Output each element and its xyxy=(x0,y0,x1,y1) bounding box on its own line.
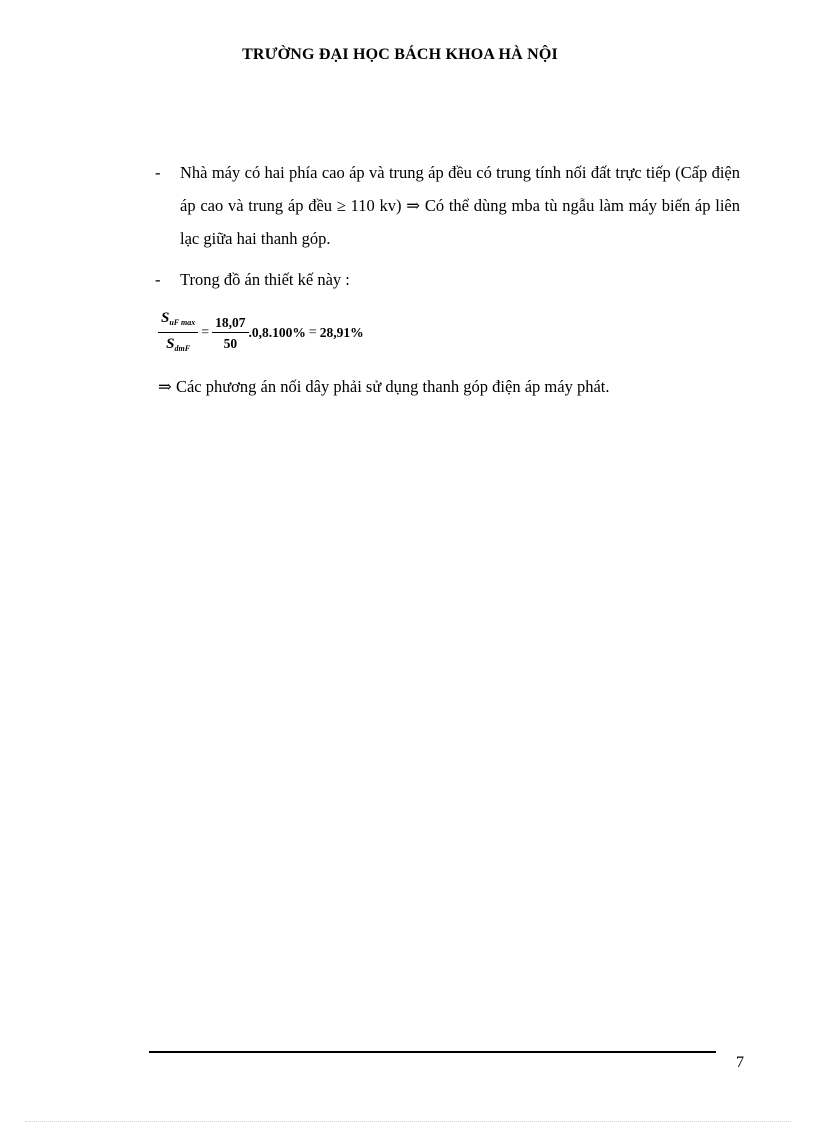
multiplier-term: .0,8.100% xyxy=(248,325,306,340)
page-number: 7 xyxy=(736,1054,744,1071)
footer-divider xyxy=(149,1051,716,1053)
lhs-den-subscript: dmF xyxy=(174,344,191,353)
lhs-num-symbol: S xyxy=(161,310,170,326)
bullet-text: Trong đồ án thiết kế này : xyxy=(180,270,350,289)
bullet-marker: - xyxy=(155,163,161,182)
page-bottom-rule xyxy=(25,1121,791,1122)
bullet-marker: - xyxy=(155,270,161,289)
bullet-text: Nhà máy có hai phía cao áp và trung áp đều có trung tính nối đất trực tiếp (Cấp điện áp cao và trung áp đều ≥ 110 kv) ⇒ Có thể dùng mba tù ngẫu làm máy biến áp liên lạc giữa hai thanh góp. xyxy=(180,163,740,248)
page-header-title: TRƯỜNG ĐẠI HỌC BÁCH KHOA HÀ NỘI xyxy=(242,46,558,63)
equals-sign-2: = xyxy=(308,325,317,340)
rhs-fraction xyxy=(212,314,248,352)
bullet-item-2 xyxy=(155,263,740,296)
bullet-item-1 xyxy=(155,156,740,255)
lhs-fraction xyxy=(158,309,198,357)
lhs-numerator xyxy=(158,309,198,333)
rhs-numerator: 18,07 xyxy=(212,314,248,333)
formula-result: 28,91% xyxy=(319,325,364,340)
rhs-denominator: 50 xyxy=(223,336,238,351)
equals-sign: = xyxy=(201,325,210,340)
conclusion-text: ⇒ Các phương án nối dây phải sử dụng thanh góp điện áp máy phát. xyxy=(158,377,610,396)
lhs-denominator xyxy=(163,333,193,357)
lhs-den-symbol: S xyxy=(166,336,175,352)
ratio-formula xyxy=(158,309,364,357)
lhs-num-subscript: uF max xyxy=(169,318,196,327)
